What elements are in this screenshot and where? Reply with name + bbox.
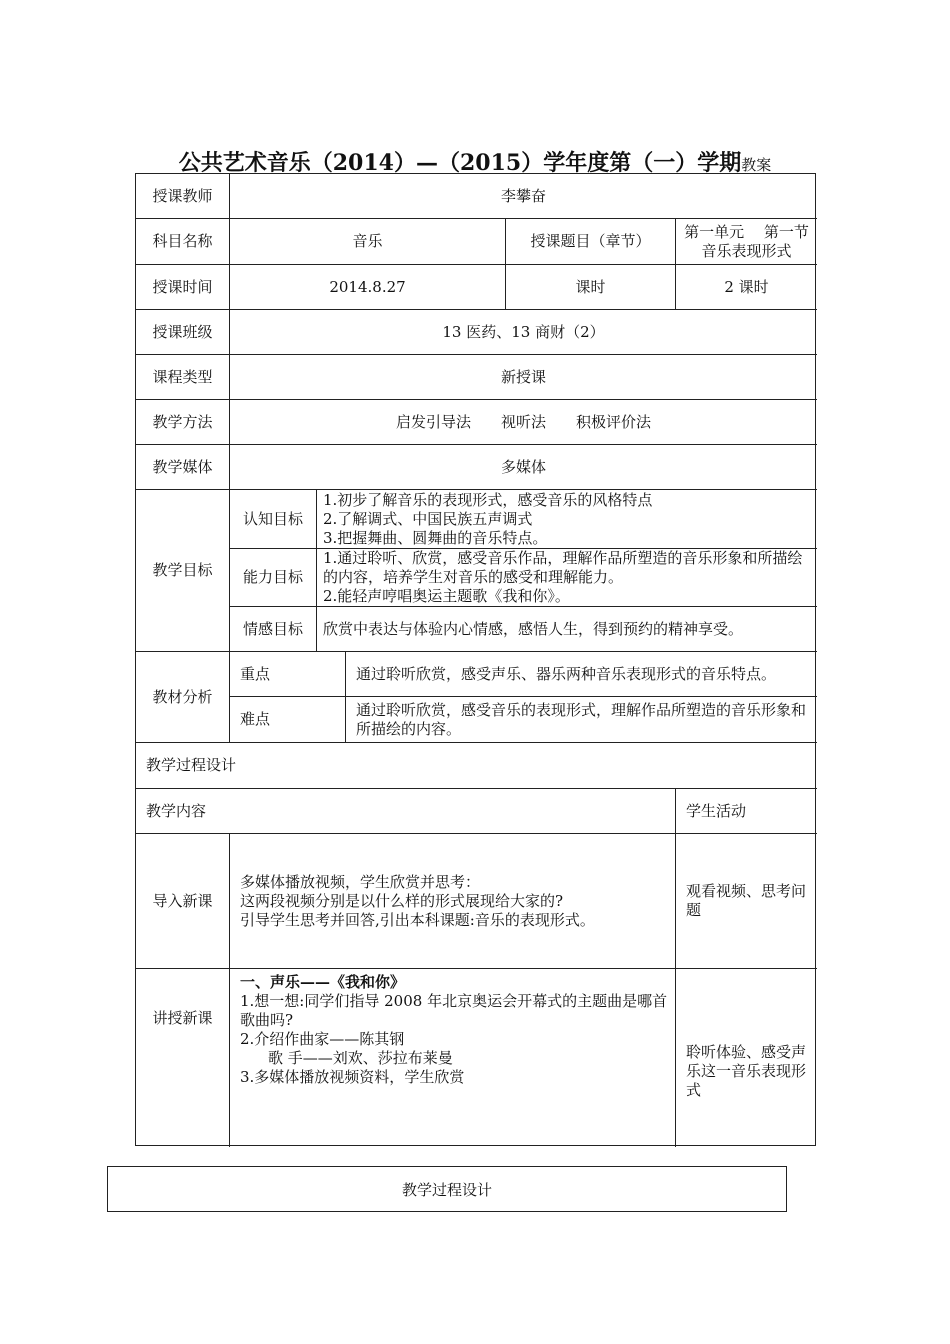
title-suffix: 教案 bbox=[741, 156, 772, 174]
emotion-label: 情感目标 bbox=[230, 607, 317, 652]
cognitive-line-3: 3.把握舞曲、圆舞曲的音乐特点。 bbox=[323, 528, 548, 547]
lecture-line-1: 1.想一想:同学们指导 2008 年北京奥运会开幕式的主题曲是哪首歌曲吗? bbox=[240, 992, 668, 1029]
lecture-line-4: 3.多媒体播放视频资料，学生欣赏 bbox=[240, 1068, 465, 1086]
key-value: 通过聆听欣赏，感受声乐、器乐两种音乐表现形式的音乐特点。 bbox=[346, 652, 817, 697]
type-label: 课程类型 bbox=[136, 355, 230, 400]
class-label: 授课班级 bbox=[136, 310, 230, 355]
teacher-label: 授课教师 bbox=[136, 174, 230, 219]
difficulty-label: 难点 bbox=[230, 697, 346, 743]
topic-line-1: 第一单元 第一节 bbox=[684, 222, 809, 241]
cognitive-value bbox=[317, 490, 817, 549]
process-design-label: 教学过程设计 bbox=[401, 1180, 492, 1199]
ability-line-1: 1.通过聆听、欣赏，感受音乐作品，理解作品所塑造的音乐形象和所描绘的内容，培养学生对音乐的感受和理解能力。 bbox=[323, 549, 803, 586]
activity-header: 学生活动 bbox=[676, 789, 817, 834]
key-label: 重点 bbox=[230, 652, 346, 697]
title-main: 公共艺术音乐（2014）—（2015）学年度第（一）学期 bbox=[178, 150, 742, 176]
time-value: 2014.8.27 bbox=[230, 265, 506, 310]
method-value: 启发引导法 视听法 积极评价法 bbox=[230, 400, 817, 445]
lecture-line-2: 2.介绍作曲家——陈其钢 bbox=[240, 1030, 405, 1048]
teacher-value: 李攀奋 bbox=[230, 174, 817, 219]
intro-label: 导入新课 bbox=[136, 834, 230, 969]
lecture-label: 讲授新课 bbox=[136, 969, 230, 1147]
ability-value bbox=[317, 549, 817, 607]
class-value: 13 医药、13 商财（2） bbox=[230, 310, 817, 355]
cognitive-line-1: 1.初步了解音乐的表现形式，感受音乐的风格特点 bbox=[323, 490, 653, 509]
intro-line-2: 这两段视频分别是以什么样的形式展现给大家的? bbox=[240, 891, 564, 910]
hours-value: 2 课时 bbox=[676, 265, 817, 310]
lesson-plan-table bbox=[135, 173, 816, 1146]
topic-value bbox=[676, 219, 817, 265]
content-header: 教学内容 bbox=[136, 789, 676, 834]
intro-content bbox=[230, 834, 676, 969]
time-label: 授课时间 bbox=[136, 265, 230, 310]
intro-line-1: 多媒体播放视频，学生欣赏并思考： bbox=[240, 872, 481, 891]
ability-label: 能力目标 bbox=[230, 549, 317, 607]
hours-label: 课时 bbox=[506, 265, 676, 310]
lecture-line-3: 歌 手——刘欢、莎拉布莱曼 bbox=[268, 1049, 453, 1067]
process-design-box bbox=[107, 1166, 787, 1212]
subject-value: 音乐 bbox=[230, 219, 506, 265]
process-label: 教学过程设计 bbox=[136, 743, 817, 789]
topic-label: 授课题目（章节） bbox=[506, 219, 676, 265]
cognitive-line-2: 2.了解调式、中国民族五声调式 bbox=[323, 509, 533, 528]
emotion-value: 欣赏中表达与体验内心情感，感悟人生，得到预约的精神享受。 bbox=[317, 607, 817, 652]
lecture-content bbox=[230, 969, 676, 1147]
media-label: 教学媒体 bbox=[136, 445, 230, 490]
topic-line-2: 音乐表现形式 bbox=[701, 241, 792, 260]
subject-label: 科目名称 bbox=[136, 219, 230, 265]
goals-label: 教学目标 bbox=[136, 490, 230, 652]
intro-line-3: 引导学生思考并回答,引出本科课题:音乐的表现形式。 bbox=[240, 910, 595, 929]
type-value: 新授课 bbox=[230, 355, 817, 400]
analysis-label: 教材分析 bbox=[136, 652, 230, 743]
method-label: 教学方法 bbox=[136, 400, 230, 445]
ability-line-2: 2.能轻声哼唱奥运主题歌《我和你》。 bbox=[323, 587, 570, 605]
intro-activity: 观看视频、思考问题 bbox=[676, 834, 817, 969]
difficulty-value: 通过聆听欣赏，感受音乐的表现形式，理解作品所塑造的音乐形象和所描绘的内容。 bbox=[346, 697, 817, 743]
lecture-activity: 聆听体验、感受声乐这一音乐表现形式 bbox=[686, 1043, 807, 1099]
media-value: 多媒体 bbox=[230, 445, 817, 490]
cognitive-label: 认知目标 bbox=[230, 490, 317, 549]
lecture-heading: 一、声乐——《我和你》 bbox=[240, 973, 406, 991]
